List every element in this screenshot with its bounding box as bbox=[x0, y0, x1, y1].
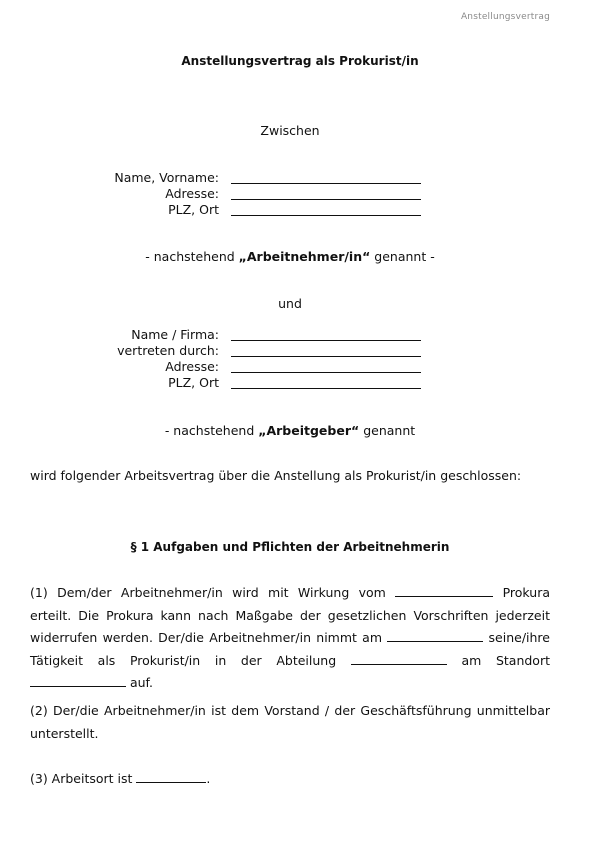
designation-suffix: genannt - bbox=[370, 249, 435, 264]
field-label: Adresse: bbox=[165, 359, 219, 374]
field-label: Adresse: bbox=[165, 186, 219, 201]
field-row-company bbox=[0, 327, 600, 343]
document-title: Anstellungsvertrag als Prokurist/in bbox=[181, 54, 419, 68]
field-row-zip-city bbox=[0, 202, 600, 218]
fill-in-blank[interactable] bbox=[387, 629, 483, 642]
employee-designation bbox=[0, 249, 580, 264]
field-row-name bbox=[0, 170, 600, 186]
paragraph-text: auf. bbox=[126, 675, 154, 690]
field-row-zip-city bbox=[0, 375, 600, 391]
intro-sentence: wird folgender Arbeitsvertrag über die Anstellung als Prokurist/in geschlossen: bbox=[30, 468, 522, 483]
designation-term: „Arbeitnehmer/in“ bbox=[238, 249, 371, 264]
fill-in-line[interactable] bbox=[231, 356, 421, 357]
fill-in-blank[interactable] bbox=[136, 770, 206, 783]
designation-prefix: - nachstehend bbox=[145, 249, 239, 264]
paragraph-text: seine/ihre Tätigkeit als Prokurist/in in der Abteilung bbox=[30, 630, 550, 668]
designation-prefix: - nachstehend bbox=[164, 423, 259, 438]
paragraph-1 bbox=[30, 582, 550, 695]
field-label: PLZ, Ort bbox=[168, 202, 219, 217]
paragraph-2: (2) Der/die Arbeitnehmer/in ist dem Vorstand / der Geschäftsführung unmittelbar unterstellt. bbox=[30, 703, 550, 741]
section-heading: § 1 Aufgaben und Pflichten der Arbeitnehmerin bbox=[130, 540, 450, 554]
field-label: PLZ, Ort bbox=[168, 375, 219, 390]
field-row-represented-by bbox=[0, 343, 600, 359]
employee-fields bbox=[0, 170, 600, 218]
field-row-address bbox=[0, 359, 600, 375]
paragraph-text: . bbox=[206, 771, 211, 786]
field-row-address bbox=[0, 186, 600, 202]
paragraph-text: (1) Dem/der Arbeitnehmer/in wird mit Wirkung vom bbox=[30, 585, 396, 600]
fill-in-line[interactable] bbox=[231, 372, 421, 373]
running-header: Anstellungsvertrag bbox=[460, 12, 550, 22]
fill-in-line[interactable] bbox=[231, 199, 421, 200]
employer-designation bbox=[0, 423, 580, 438]
und-label: und bbox=[278, 296, 302, 311]
field-label: vertreten durch: bbox=[117, 343, 219, 358]
zwischen-label: Zwischen bbox=[260, 123, 320, 138]
fill-in-blank[interactable] bbox=[351, 652, 447, 665]
paragraph-3 bbox=[30, 768, 550, 791]
fill-in-line[interactable] bbox=[231, 340, 421, 341]
employer-fields bbox=[0, 327, 600, 391]
paragraph-text: (3) Arbeitsort ist bbox=[30, 771, 137, 786]
designation-term: „Arbeitgeber“ bbox=[258, 423, 360, 438]
fill-in-line[interactable] bbox=[231, 215, 421, 216]
field-label: Name / Firma: bbox=[131, 327, 219, 342]
fill-in-line[interactable] bbox=[231, 388, 421, 389]
fill-in-line[interactable] bbox=[231, 183, 421, 184]
paragraph-text: Prokura erteilt. Die Prokura kann nach Maßgabe der gesetzlichen Vorschriften jederzeit widerrufen werden. Der/die Arbeitnehmer/in nimmt am bbox=[30, 585, 550, 645]
paragraph-text: am Standort bbox=[446, 652, 550, 668]
fill-in-blank[interactable] bbox=[395, 584, 493, 597]
designation-suffix: genannt bbox=[359, 423, 416, 438]
field-label: Name, Vorname: bbox=[114, 170, 219, 185]
fill-in-blank[interactable] bbox=[30, 674, 126, 687]
